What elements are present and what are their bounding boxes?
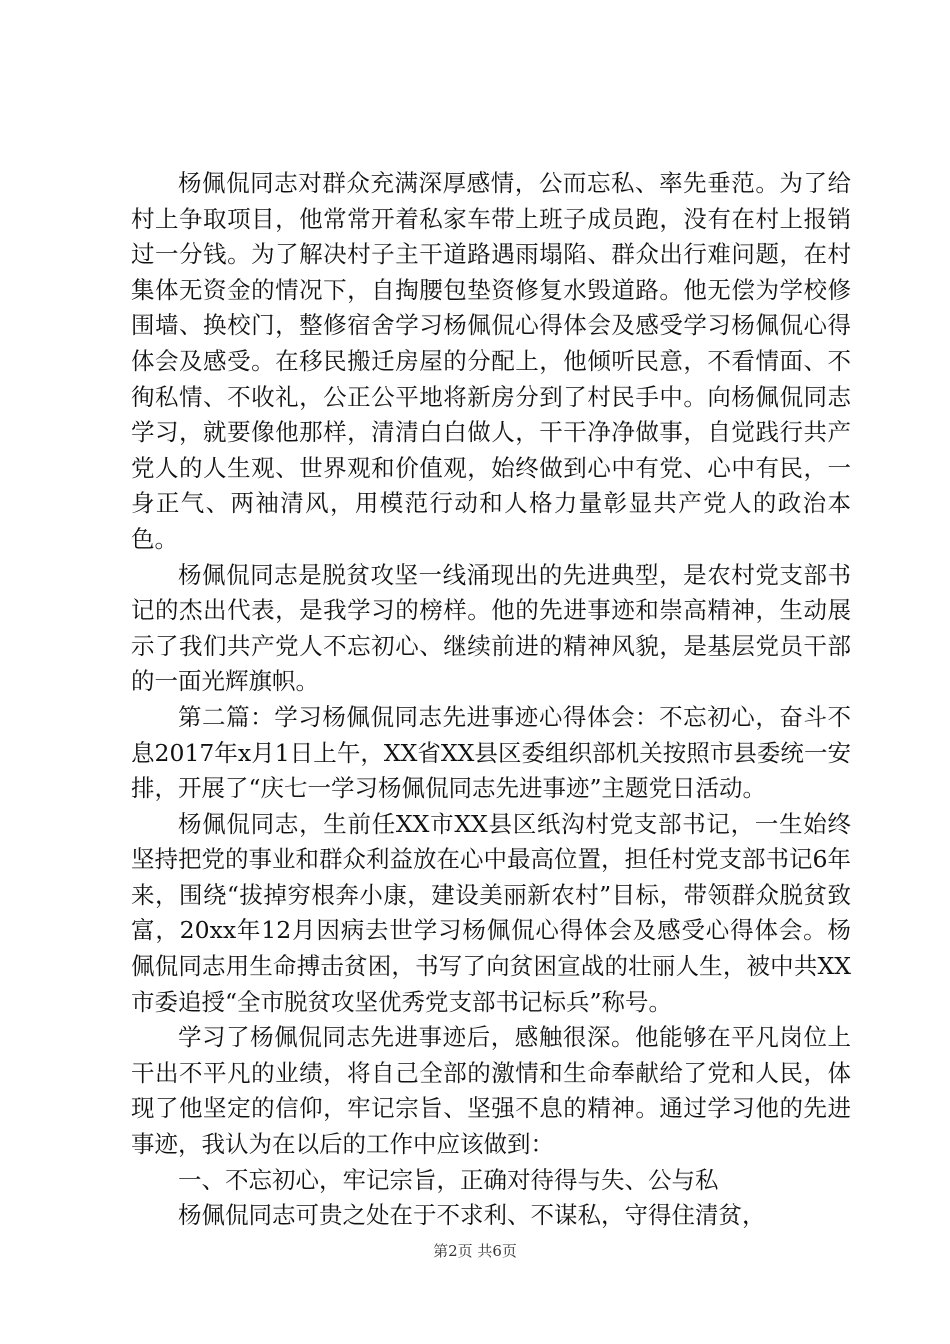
paragraph-5: 学习了杨佩侃同志先进事迹后，感触很深。他能够在平凡岗位上干出不平凡的业绩，将自己全部的激情和生命奉献给了党和人民，体现了他坚定的信仰，牢记宗旨、坚强不息的精神。通过学习他的先进事迹，我认为在以后的工作中应该做到：: [131, 1023, 851, 1159]
paragraph-4: 杨佩侃同志，生前任XX市XX县区纸沟村党支部书记，一生始终坚持把党的事业和群众利益放在心中最高位置，担任村党支部书记6年来，围绕“拔掉穷根奔小康，建设美丽新农村”目标，带领群众脱贫致富，20xx年12月因病去世学习杨佩侃心得体会及感受心得体会。杨佩侃同志用生命搏击贫困，书写了向贫困宣战的壮丽人生，被中共XX市委追授“全市脱贫攻坚优秀党支部书记标兵”称号。: [131, 809, 851, 1016]
section-heading: 一、不忘初心，牢记宗旨，正确对待得与失、公与私: [178, 1165, 719, 1194]
paragraph-6: 杨佩侃同志可贵之处在于不求利、不谋私，守得住清贫，: [178, 1201, 766, 1230]
paragraph-1: 杨佩侃同志对群众充满深厚感情，公而忘私、率先垂范。为了给村上争取项目，他常常开着私家车带上班子成员跑，没有在村上报销过一分钱。为了解决村子主干道路遇雨塌陷、群众出行难问题，在村集体无资金的情况下，自掏腰包垫资修复水毁道路。他无偿为学校修围墙、换校门，整修宿舍学习杨佩侃心得体会及感受学习杨佩侃心得体会及感受。在移民搬迁房屋的分配上，他倾听民意，不看情面、不徇私情、不收礼，公正公平地将新房分到了村民手中。向杨佩侃同志学习，就要像他那样，清清白白做人，干干净净做事，自觉践行共产党人的人生观、世界观和价值观，始终做到心中有党、心中有民，一身正气、两袖清风，用模范行动和人格力量彰显共产党人的政治本色。: [131, 169, 851, 553]
page-number-footer: 第2页 共6页: [433, 1242, 517, 1260]
paragraph-3: 第二篇：学习杨佩侃同志先进事迹心得体会：不忘初心，奋斗不息2017年x月1日上午，XX省XX县区委组织部机关按照市县委统一安排，开展了“庆七一学习杨佩侃同志先进事迹”主题党日活动。: [131, 702, 851, 803]
document-body: [131, 166, 851, 1234]
paragraph-2: 杨佩侃同志是脱贫攻坚一线涌现出的先进典型，是农村党支部书记的杰出代表，是我学习的榜样。他的先进事迹和崇高精神，生动展示了我们共产党人不忘初心、继续前进的精神风貌，是基层党员干部的一面光辉旗帜。: [131, 560, 851, 696]
